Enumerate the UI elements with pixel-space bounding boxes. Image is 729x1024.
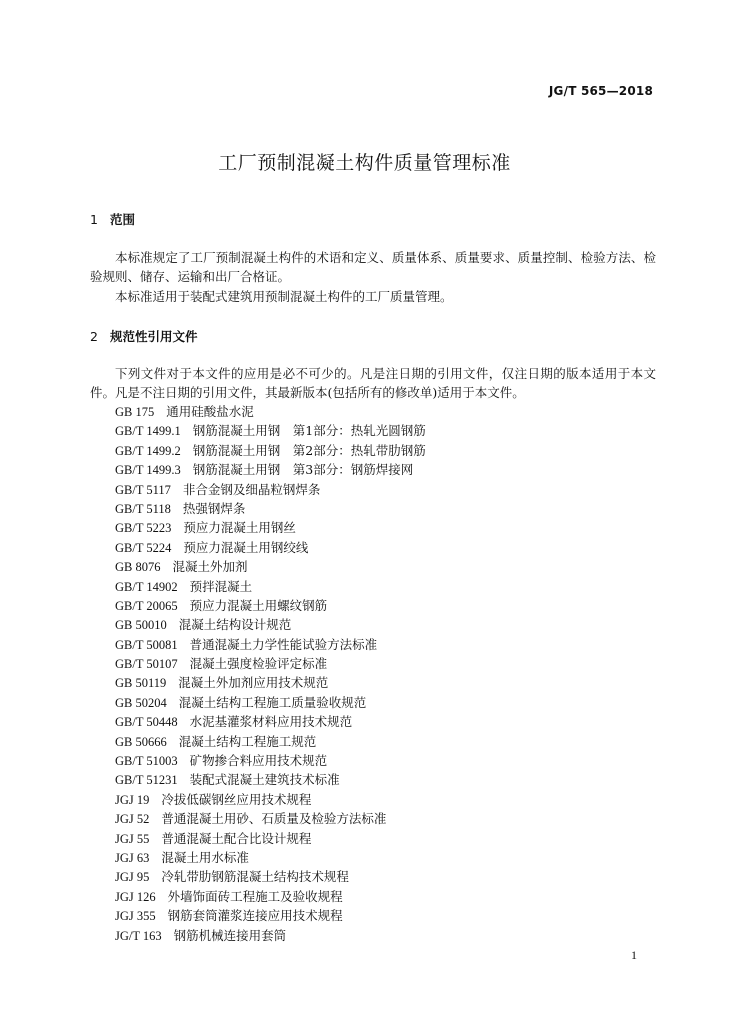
- reference-item: [115, 441, 426, 460]
- reference-title: 通用硅酸盐水泥: [166, 404, 254, 419]
- reference-title: 钢筋机械连接用套筒: [173, 927, 287, 943]
- section-1-heading: [90, 210, 135, 228]
- page-number: 1: [631, 948, 637, 962]
- reference-item: [115, 693, 426, 712]
- reference-title: 外墙饰面砖工程施工及验收规程: [167, 888, 343, 904]
- reference-title: 普通混凝土力学性能试验方法标准: [189, 636, 378, 652]
- reference-code: JGJ 63: [115, 850, 150, 865]
- reference-title: 混凝土结构设计规范: [178, 617, 292, 633]
- reference-code: GB/T 5118: [115, 501, 171, 516]
- reference-item: [115, 887, 426, 906]
- reference-item: [115, 615, 426, 634]
- reference-title: 普通混凝土用砂、石质量及检验方法标准: [161, 811, 387, 827]
- reference-item: [115, 460, 426, 479]
- section-1-number: 1: [90, 212, 98, 227]
- reference-code: GB/T 14902: [115, 579, 178, 594]
- reference-code: GB/T 50081: [115, 637, 178, 652]
- reference-code: JGJ 126: [115, 889, 156, 904]
- reference-title: 混凝土外加剂应用技术规范: [178, 675, 329, 691]
- reference-title: 混凝土结构工程施工规范: [178, 733, 317, 749]
- reference-code: JGJ 55: [115, 831, 150, 846]
- reference-code: JGJ 355: [115, 909, 156, 924]
- reference-item: [115, 751, 426, 770]
- reference-code: GB 50204: [115, 695, 167, 710]
- reference-item: [115, 926, 426, 945]
- reference-code: GB/T 50448: [115, 715, 178, 730]
- reference-code: GB/T 51003: [115, 754, 178, 769]
- reference-code: GB/T 1499.3: [115, 463, 181, 478]
- reference-code: GB/T 5117: [115, 482, 171, 497]
- reference-title: 非合金钢及细晶粒钢焊条: [182, 481, 321, 497]
- section-2-title: 规范性引用文件: [110, 329, 198, 344]
- reference-title: 混凝土强度检验评定标准: [189, 656, 328, 672]
- section-2-paragraph-1: 下列文件对于本文件的应用是必不可少的。凡是注日期的引用文件，仅注日期的版本适用于本文件。凡是不注日期的引用文件，其最新版本(包括所有的修改单)适用于本文件。: [90, 366, 656, 400]
- section-2-number: 2: [90, 329, 98, 344]
- reference-title: 装配式混凝土建筑技术标准: [189, 772, 340, 788]
- reference-item: [115, 867, 426, 886]
- reference-title: 预应力混凝土用钢丝: [183, 520, 296, 536]
- reference-item: [115, 538, 426, 557]
- reference-title: 水泥基灌浆材料应用技术规范: [189, 714, 353, 730]
- reference-list: [115, 402, 426, 945]
- reference-code: JGJ 19: [115, 792, 150, 807]
- reference-code: GB 50666: [115, 734, 167, 749]
- reference-title: 预应力混凝土用钢绞线: [183, 539, 309, 555]
- reference-title: 矿物掺合料应用技术规范: [189, 753, 328, 769]
- reference-title: 热强钢焊条: [182, 500, 246, 516]
- reference-item: [115, 770, 426, 789]
- section-2-heading: [90, 327, 198, 345]
- reference-title: 钢筋混凝土用钢 第3部分：钢筋焊接网: [192, 462, 414, 478]
- reference-code: GB 175: [115, 405, 155, 419]
- reference-item: [115, 712, 426, 731]
- reference-code: GB 50119: [115, 676, 167, 691]
- reference-item: [115, 790, 426, 809]
- reference-item: [115, 848, 426, 867]
- reference-title: 混凝土外加剂: [172, 559, 248, 575]
- reference-title: 冷轧带肋钢筋混凝土结构技术规程: [161, 869, 349, 885]
- reference-code: GB 50010: [115, 618, 167, 633]
- reference-code: GB/T 1499.2: [115, 443, 181, 458]
- reference-item: [115, 829, 426, 848]
- standard-code: JG/T 565—2018: [548, 84, 653, 98]
- reference-code: JGJ 95: [115, 870, 150, 885]
- document-title: 工厂预制混凝土构件质量管理标准: [218, 152, 511, 174]
- section-1-paragraph-2: 本标准适用于装配式建筑用预制混凝土构件的工厂质量管理。: [115, 289, 453, 304]
- section-1-title: 范围: [110, 212, 136, 227]
- reference-code: JG/T 163: [115, 928, 162, 943]
- reference-item: [115, 809, 426, 828]
- reference-item: [115, 499, 426, 518]
- reference-title: 钢筋混凝土用钢 第1部分：热轧光圆钢筋: [192, 423, 426, 439]
- reference-title: 混凝土结构工程施工质量验收规范: [178, 694, 367, 710]
- reference-item: [115, 402, 426, 421]
- reference-item: [115, 421, 426, 440]
- reference-title: 钢筋套筒灌浆连接应用技术规程: [167, 908, 343, 924]
- reference-title: 预应力混凝土用螺纹钢筋: [189, 597, 328, 613]
- reference-item: [115, 654, 426, 673]
- reference-item: [115, 480, 426, 499]
- reference-code: GB/T 5223: [115, 521, 172, 536]
- reference-code: GB/T 50107: [115, 657, 178, 672]
- reference-item: [115, 732, 426, 751]
- section-1-paragraph-1: 本标准规定了工厂预制混凝土构件的术语和定义、质量体系、质量要求、质量控制、检验方法、检验规则、储存、运输和出厂合格证。: [90, 250, 656, 284]
- reference-title: 预拌混凝土: [189, 578, 253, 594]
- reference-item: [115, 596, 426, 615]
- reference-item: [115, 557, 426, 576]
- reference-code: JGJ 52: [115, 812, 150, 827]
- reference-item: [115, 577, 426, 596]
- reference-code: GB/T 51231: [115, 773, 178, 788]
- reference-item: [115, 906, 426, 925]
- reference-title: 混凝土用水标准: [161, 849, 249, 865]
- reference-code: GB/T 20065: [115, 598, 178, 613]
- reference-item: [115, 518, 426, 537]
- reference-code: GB/T 5224: [115, 540, 172, 555]
- reference-title: 普通混凝土配合比设计规程: [161, 830, 312, 846]
- reference-title: 冷拔低碳钢丝应用技术规程: [161, 791, 312, 807]
- reference-code: GB/T 1499.1: [115, 424, 181, 439]
- reference-item: [115, 635, 426, 654]
- reference-title: 钢筋混凝土用钢 第2部分：热轧带肋钢筋: [192, 442, 426, 458]
- reference-code: GB 8076: [115, 560, 161, 575]
- reference-item: [115, 673, 426, 692]
